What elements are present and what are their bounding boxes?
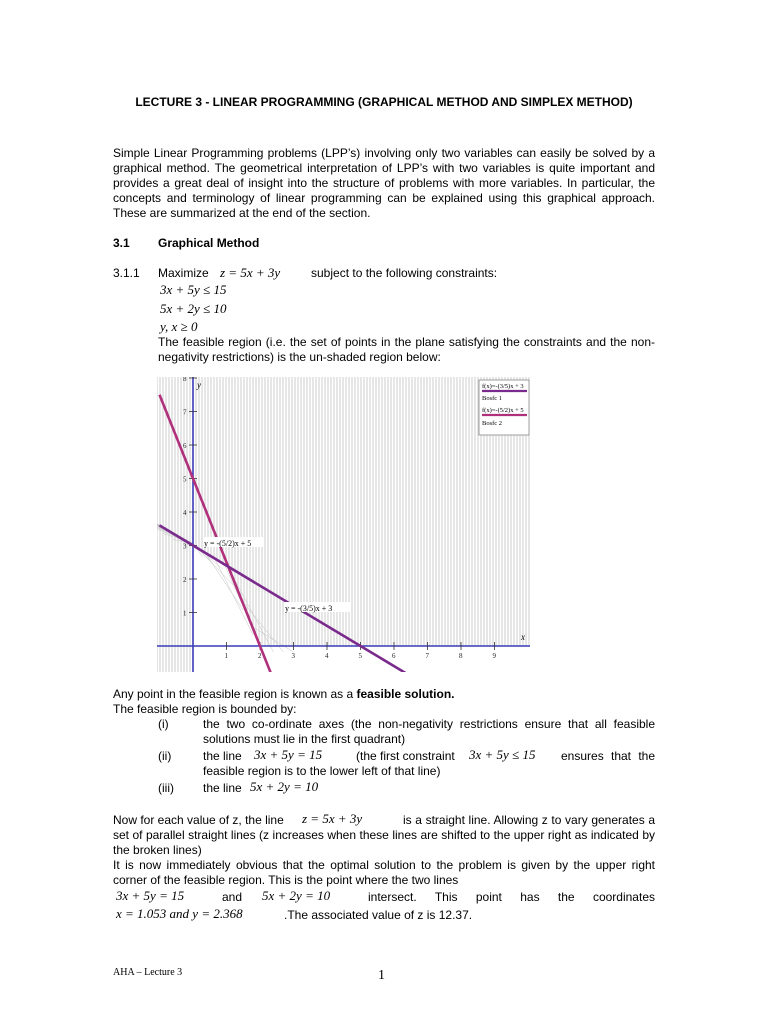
feasible-solution-term: feasible solution.: [356, 687, 455, 701]
y-tick-label: 8: [183, 377, 187, 383]
x-tick-label: 9: [492, 652, 496, 660]
x-tick-label: 2: [258, 652, 262, 660]
x-tick-label: 8: [459, 652, 463, 660]
y-tick-label: 6: [183, 442, 187, 450]
legend-entry-3: f(x)=-(5/2)x + 5: [482, 407, 524, 414]
bounded-by-text: The feasible region is bounded by:: [113, 702, 297, 716]
legend-entry-2: Bosfc 1: [482, 395, 503, 402]
section-title: Graphical Method: [158, 236, 260, 250]
item-3-text: the line: [203, 781, 242, 795]
page-number: 1: [378, 968, 385, 983]
line2-label: y = -(3/5)x + 3: [285, 604, 333, 613]
item-2-text-b: (the first constraint: [356, 749, 455, 763]
y-tick-label: 4: [183, 509, 187, 517]
x-tick-label: 3: [291, 652, 295, 660]
subject-to-text: subject to the following constraints:: [311, 266, 498, 280]
objective-value-text: .The associated value of z is 12.37.: [284, 908, 473, 922]
constraint-1: 3x + 5y ≤ 15: [160, 282, 227, 297]
x-tick-label: 4: [325, 652, 329, 660]
x-tick-label: 7: [425, 652, 429, 660]
page-title: LECTURE 3 - LINEAR PROGRAMMING (GRAPHICAL METHOD AND SIMPLEX METHOD): [135, 95, 633, 109]
intro-paragraph: Simple Linear Programming problems (LPP’s) involving only two variables can easily be solved by a graphical method. The geometrical interpretation of LPP’s with two variables is quite important and provides a great deal of insight into the structure of problems with more variables. In particular, the concepts and terminology of linear programming can be explained using this graphical approach. These are summarized at the end of the section.: [113, 146, 655, 220]
feasible-solution-text: Any point in the feasible region is known as a: [113, 687, 357, 701]
item-2-constraint: 3x + 5y ≤ 15: [469, 747, 536, 762]
y-axis-label: y: [197, 380, 201, 390]
y-tick-label: 7: [183, 408, 187, 417]
conclusion-text-a: Now for each value of z, the line: [113, 813, 284, 827]
x-tick-label: 5: [358, 652, 362, 660]
graph-background: [157, 377, 530, 672]
line1-label: y = -(5/2)x + 5: [204, 539, 252, 548]
x-tick-label: 6: [392, 652, 396, 660]
item-3-number: (iii): [158, 781, 174, 795]
item-2-text-c: ensures that the feasible region is to the lower left of that line): [203, 749, 655, 778]
legend-entry-4: Bosfc 2: [482, 420, 503, 427]
item-2-text-a: the line: [203, 749, 242, 763]
footer-label: AHA – Lecture 3: [113, 967, 183, 978]
item-1-text: the two co-ordinate axes (the non-negativity restrictions ensure that all feasible solutions must lie in the first quadrant): [203, 717, 655, 746]
intersect-text: intersect. This point has the coordinates: [368, 890, 655, 904]
item-1-number: (i): [158, 717, 169, 731]
y-tick-label: 3: [183, 542, 187, 551]
item-2-equation: 3x + 5y = 15: [254, 747, 323, 762]
feasible-region-text: The feasible region (i.e. the set of points in the plane satisfying the constraints and the non-negativity restrictions) is the un-shaded region below:: [158, 335, 655, 364]
optimal-point: x = 1.053 and y = 2.368: [116, 906, 243, 921]
y-tick-label: 2: [183, 576, 187, 584]
y-tick-label: 1: [183, 609, 187, 618]
conclusion-objective: z = 5x + 3y: [302, 811, 363, 826]
maximize-label: Maximize: [158, 266, 209, 280]
and-text: and: [222, 890, 243, 904]
legend-entry-1: f(x)=-(3/5)x + 3: [482, 383, 524, 390]
x-tick-label: 1: [224, 652, 228, 660]
graph-legend: [479, 380, 529, 435]
item-3-equation: 5x + 2y = 10: [250, 779, 319, 794]
optimal-solution-text: It is now immediately obvious that the optimal solution to the problem is given by the upper right corner of the feasible region. This is the point where the two lines: [113, 858, 655, 887]
section-number: 3.1: [113, 236, 130, 250]
intersect-line-1: 3x + 5y = 15: [116, 888, 185, 903]
item-2-number: (ii): [158, 749, 172, 763]
y-tick-label: 5: [183, 475, 187, 484]
objective-function: z = 5x + 3y: [220, 265, 281, 280]
conclusion-text-b: is a straight line. Allowing z to vary generates a set of parallel straight lines (z increases when these lines are shifted to the upper right as indicated by the broken lines): [113, 813, 655, 857]
problem-number: 3.1.1: [113, 266, 140, 280]
feasible-region-graph: [157, 377, 530, 672]
constraint-2: 5x + 2y ≤ 10: [160, 301, 227, 316]
feasible-solution-line: [113, 687, 455, 701]
x-axis-label: x: [521, 632, 525, 642]
constraint-3: y, x ≥ 0: [160, 319, 198, 334]
intersect-line-2: 5x + 2y = 10: [262, 888, 331, 903]
